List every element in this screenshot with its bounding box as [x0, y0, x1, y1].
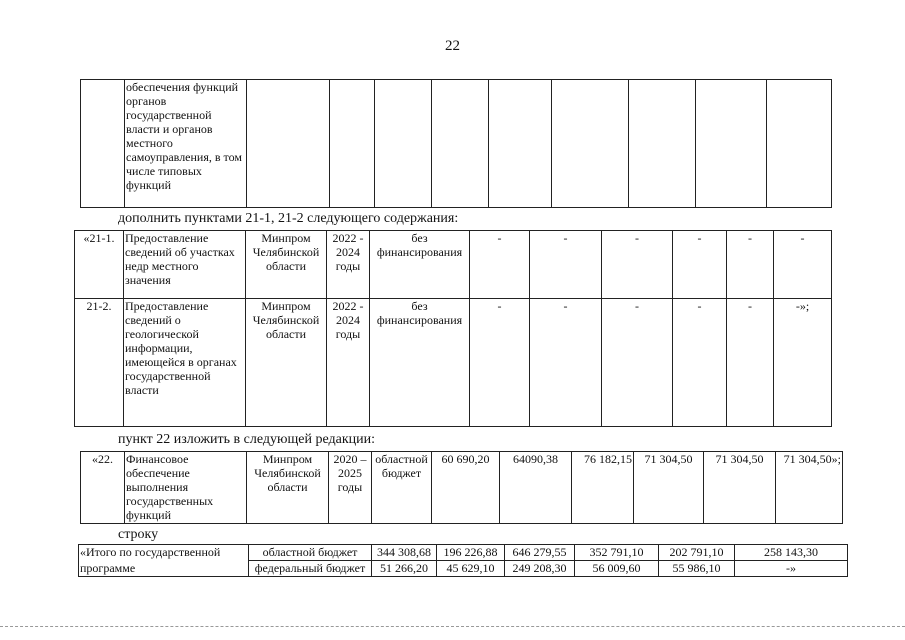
top-empty-cell	[432, 80, 489, 208]
top-empty-cell	[696, 80, 767, 208]
paragraph-item-22: пункт 22 изложить в следующей редакции:	[118, 432, 375, 447]
item-value: -»;	[774, 299, 832, 427]
item-value: -	[602, 231, 673, 299]
table-row	[75, 231, 832, 299]
item-value: -	[530, 299, 602, 427]
item-description: Предоставление сведений об участках недр местного значения	[124, 231, 246, 299]
top-empty-cell	[375, 80, 432, 208]
scan-edge-divider	[0, 626, 905, 627]
item-value: -	[602, 299, 673, 427]
top-empty-cell	[552, 80, 629, 208]
totals-value: 202 791,10	[659, 545, 735, 561]
totals-value: 196 226,88	[437, 545, 505, 561]
item-number: «22.	[81, 452, 125, 524]
totals-value: 51 266,20	[372, 561, 437, 577]
item-value: 64090,38	[500, 452, 572, 524]
table-row	[75, 299, 832, 427]
item-value: -	[727, 231, 774, 299]
totals-source: областной бюджет	[249, 545, 372, 561]
totals-value: 45 629,10	[437, 561, 505, 577]
table-row	[79, 561, 848, 577]
item-value: -	[774, 231, 832, 299]
totals-value: 56 009,60	[575, 561, 659, 577]
item-22-table	[80, 451, 843, 524]
item-value: -	[530, 231, 602, 299]
top-empty-cell	[489, 80, 552, 208]
item-executor: Минпром Челябинской области	[247, 452, 329, 524]
totals-value: 646 279,55	[505, 545, 575, 561]
item-value: -	[470, 231, 530, 299]
top-num-cell	[81, 80, 125, 208]
item-executor: Минпром Челябинской области	[246, 231, 327, 299]
item-financing: без финансирования	[370, 231, 470, 299]
paragraph-line: строку	[118, 527, 159, 542]
totals-label: «Итого по государственной	[79, 545, 249, 561]
totals-value: 352 791,10	[575, 545, 659, 561]
item-value: 71 304,50	[634, 452, 704, 524]
item-value: 71 304,50»;	[776, 452, 843, 524]
top-description-cell: обеспечения функций органов государственной власти и органов местного самоуправления, в том числе типовых функций	[125, 80, 247, 208]
item-value: 60 690,20	[432, 452, 500, 524]
item-number: «21-1.	[75, 231, 124, 299]
table-row	[81, 452, 843, 524]
top-empty-cell	[629, 80, 696, 208]
totals-value: 249 208,30	[505, 561, 575, 577]
page-number: 22	[445, 38, 460, 54]
totals-table	[78, 544, 848, 577]
item-description: Предоставление сведений о геологической информации, имеющейся в органах государственной власти	[124, 299, 246, 427]
table-row	[79, 545, 848, 561]
totals-value: -»	[735, 561, 848, 577]
item-years: 2022 - 2024 годы	[327, 231, 370, 299]
totals-source: федеральный бюджет	[249, 561, 372, 577]
item-value: 76 182,15	[572, 452, 634, 524]
top-empty-cell	[330, 80, 375, 208]
item-financing: без финансирования	[370, 299, 470, 427]
totals-value: 258 143,30	[735, 545, 848, 561]
item-value: -	[673, 299, 727, 427]
totals-value: 55 986,10	[659, 561, 735, 577]
new-items-table	[74, 230, 832, 427]
top-table	[80, 79, 832, 208]
item-value: -	[727, 299, 774, 427]
item-value: -	[673, 231, 727, 299]
item-years: 2022 - 2024 годы	[327, 299, 370, 427]
item-description: Финансовое обеспечение выполнения государственных функций	[125, 452, 247, 524]
item-years: 2020 – 2025 годы	[329, 452, 372, 524]
item-financing: областной бюджет	[372, 452, 432, 524]
top-empty-cell	[247, 80, 330, 208]
item-value: 71 304,50	[704, 452, 776, 524]
item-executor: Минпром Челябинской области	[246, 299, 327, 427]
totals-label: программе	[79, 561, 249, 577]
totals-value: 344 308,68	[372, 545, 437, 561]
top-empty-cell	[767, 80, 832, 208]
item-number: 21-2.	[75, 299, 124, 427]
item-value: -	[470, 299, 530, 427]
paragraph-add-items: дополнить пунктами 21-1, 21-2 следующего содержания:	[118, 211, 459, 226]
